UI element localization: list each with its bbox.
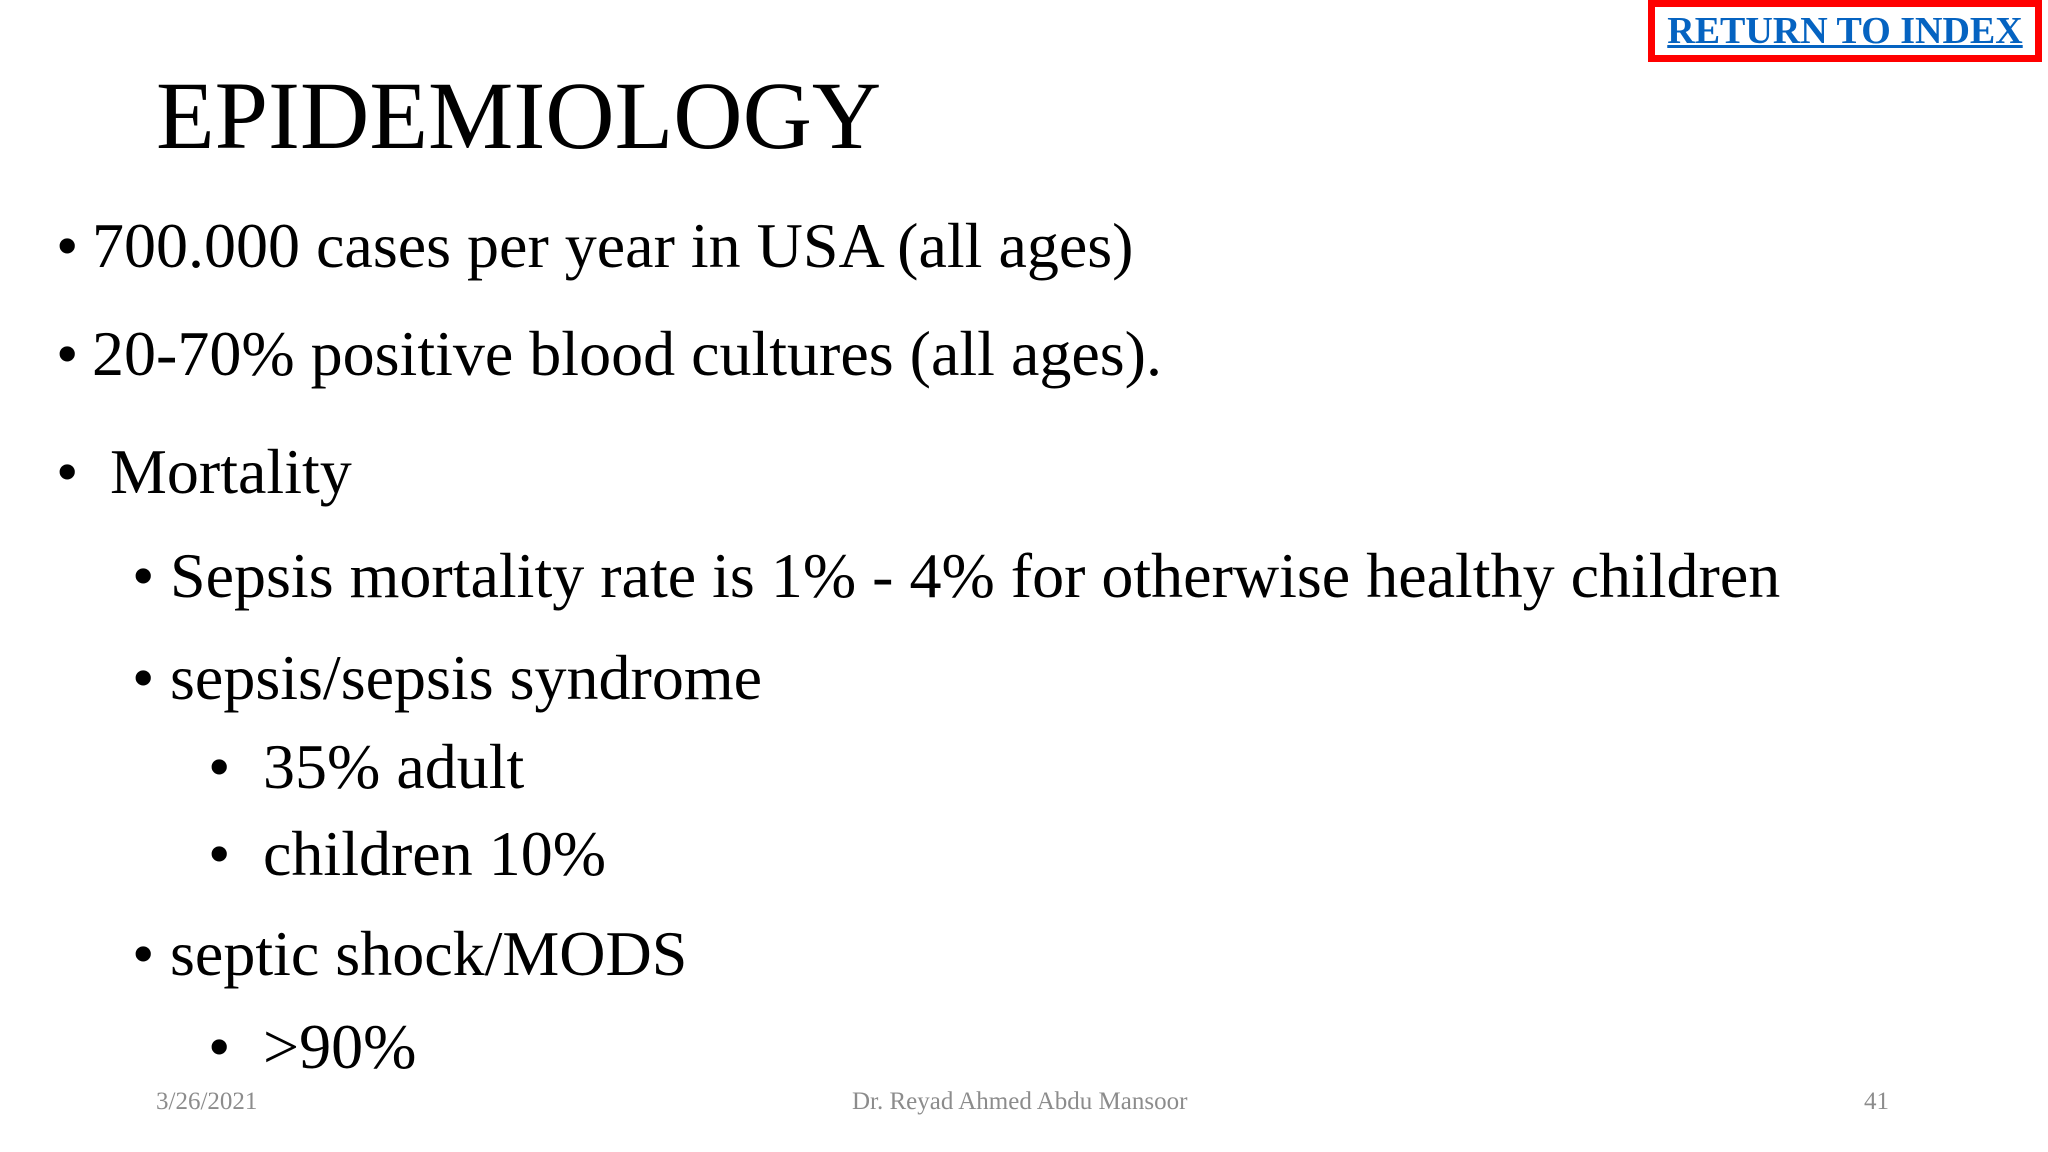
bullet-text: 35% adult [263, 731, 525, 802]
bullet-dot: • [56, 318, 79, 389]
bullet-text: sepsis/sepsis syndrome [170, 642, 762, 713]
bullet-text: Mortality [110, 436, 352, 507]
bullet-dot: • [208, 818, 231, 889]
bullet-text: Sepsis mortality rate is 1% - 4% for otherwise healthy children [170, 540, 1781, 611]
footer-page-number: 41 [1864, 1088, 1889, 1115]
bullet-dot: • [132, 642, 155, 713]
bullet-text: children 10% [263, 818, 606, 889]
return-to-index-link[interactable] [1648, 0, 2042, 62]
return-to-index-label: RETURN TO INDEX [1667, 10, 2023, 52]
bullet-dot: • [208, 731, 231, 802]
bullet-dot: • [132, 540, 155, 611]
bullet-dot: • [208, 1011, 231, 1082]
bullet-dot: • [56, 436, 79, 507]
bullet-dot: • [56, 210, 79, 281]
bullet-text: >90% [263, 1011, 417, 1082]
bullet-text: septic shock/MODS [170, 918, 688, 989]
bullet-text: 700.000 cases per year in USA (all ages) [92, 210, 1134, 281]
bullet-text: 20-70% positive blood cultures (all ages). [92, 318, 1162, 389]
footer-date: 3/26/2021 [156, 1088, 258, 1115]
slide-title: EPIDEMIOLOGY [156, 62, 882, 169]
footer-author: Dr. Reyad Ahmed Abdu Mansoor [852, 1088, 1188, 1115]
bullet-dot: • [132, 918, 155, 989]
